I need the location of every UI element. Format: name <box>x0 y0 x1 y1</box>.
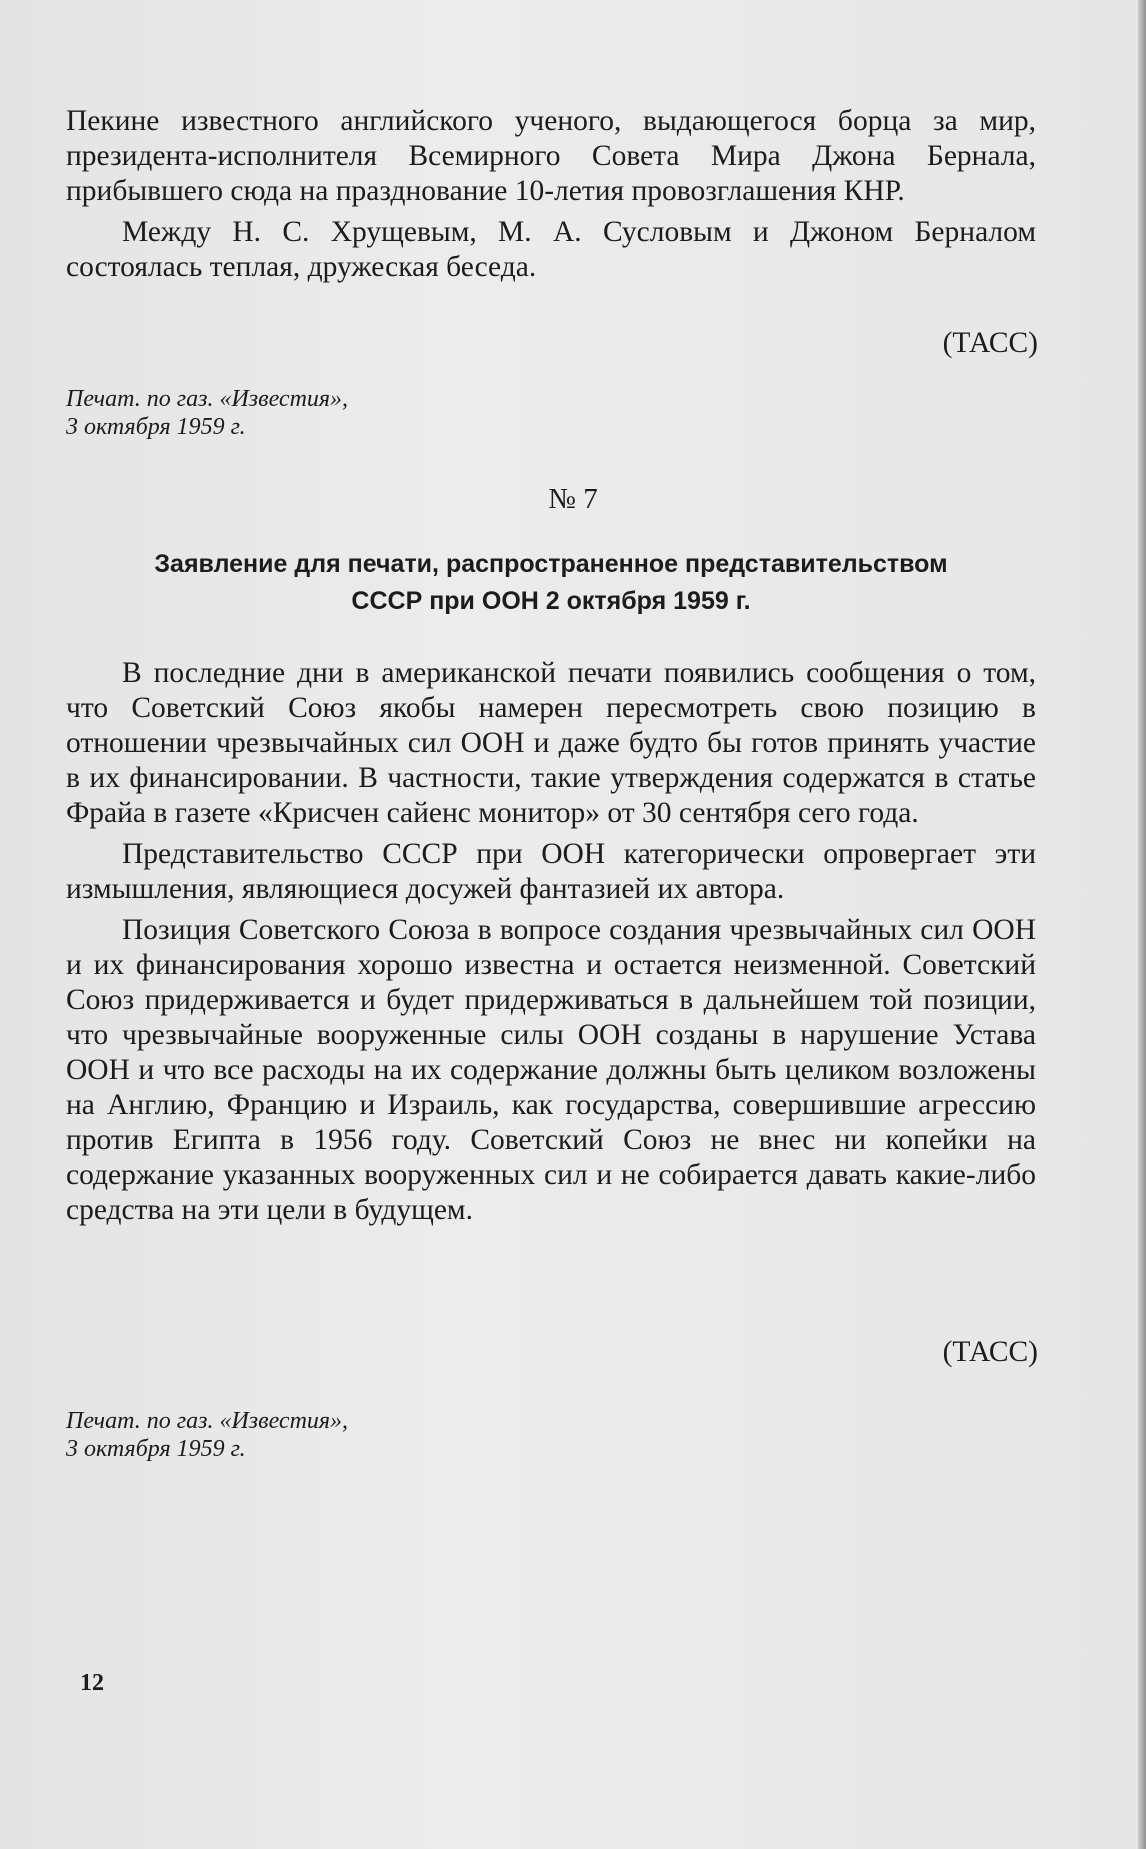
document-source-line-1: Печат. по газ. «Известия», <box>66 1408 349 1434</box>
document-signature: (ТАСС) <box>942 1336 1038 1368</box>
top-source-line-1: Печат. по газ. «Известия», <box>66 386 349 412</box>
document-paragraph-1: В последние дни в американской печати появились сообщения о том, что Советский Союз якобы намерен пересмотреть свою позицию в отношении чрезвычайных сил ООН и даже будто бы готов принять участие в их финансировании. В частности, такие утверждения содержатся в статье Фрайа в газете «Крисчен сайенс монитор» от 30 сентября сего года. <box>66 657 1036 829</box>
top-source-line-2: 3 октября 1959 г. <box>66 414 246 440</box>
top-paragraph-1: Пекине известного английского ученого, выдающегося борца за мир, президента-исполнителя Всемирного Совета Мира Джона Бернала, прибывшего сюда на празднование 10-летия провозглашения КНР. <box>66 105 1036 207</box>
document-source-line-2: 3 октября 1959 г. <box>66 1436 246 1462</box>
document-title-line-1: Заявление для печати, распространенное представительством <box>154 550 948 578</box>
page-edge-shadow <box>1138 0 1146 1849</box>
top-paragraph-2: Между Н. С. Хрущевым, М. А. Сусловым и Джоном Берналом состоялась теплая, дружеская беседа. <box>66 216 1036 283</box>
document-title-line-2: СССР при ООН 2 октября 1959 г. <box>351 587 751 615</box>
document-body <box>66 656 1036 1228</box>
page-number: 12 <box>80 1670 104 1696</box>
document-paragraph-3: Позиция Советского Союза в вопросе создания чрезвычайных сил ООН и их финансирования хорошо известна и остается неизменной. Советский Союз придерживается и будет придерживаться в дальнейшем той позиции, что чрезвычайные вооруженные силы ООН созданы в нарушение Устава ООН и что все расходы на их содержание должны быть целиком возложены на Англию, Францию и Израиль, как государства, совершившие агрессию против Египта в 1956 году. Советский Союз не внес ни копейки на содержание указанных вооруженных сил и не собирается давать какие-либо средства на эти цели в будущем. <box>66 914 1036 1226</box>
document-number: № 7 <box>548 483 598 515</box>
document-paragraph-2: Представительство СССР при ООН категорически опровергает эти измышления, являющиеся досужей фантазией их автора. <box>66 838 1036 905</box>
top-signature: (ТАСС) <box>942 327 1038 359</box>
top-section-text <box>66 104 1036 285</box>
